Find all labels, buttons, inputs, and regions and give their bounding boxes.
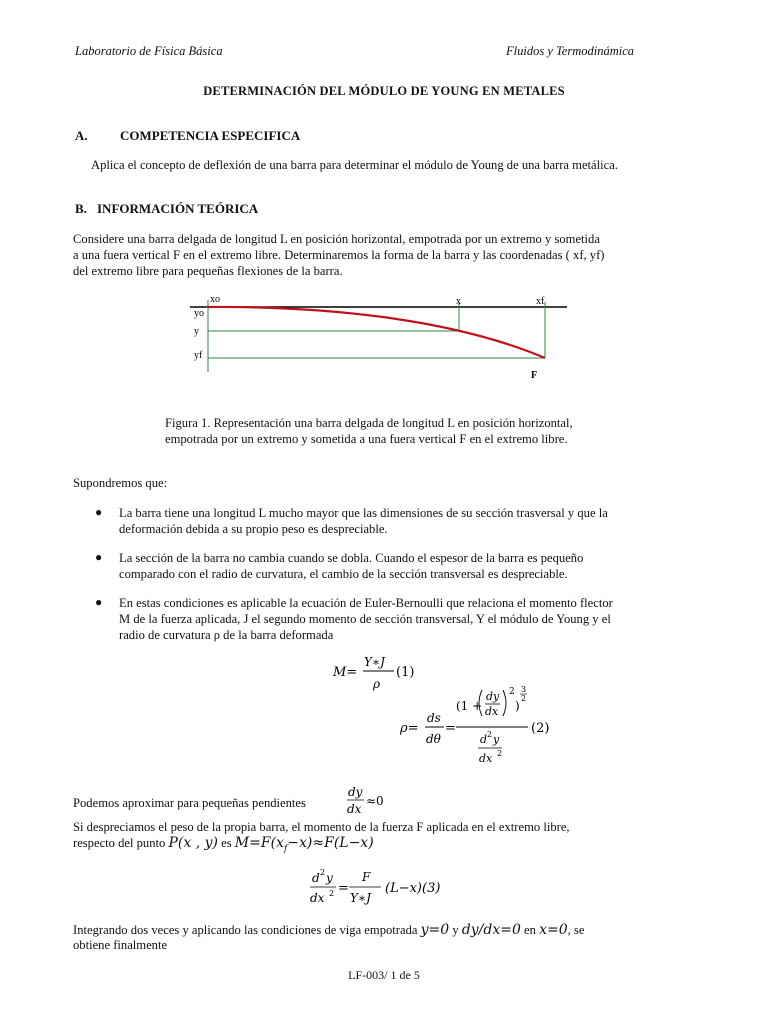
svg-text:2: 2 xyxy=(497,749,503,758)
assumptions-intro: Supondremos que: xyxy=(73,476,168,490)
section-b-intro xyxy=(73,231,693,279)
svg-text:2: 2 xyxy=(487,730,493,739)
list-item: ● La sección de la barra no cambia cuando se dobla. Cuando el espesor de la barra es pequeño comparado con el radio de curvatura, el cambio de la sección transversal es despreciable. xyxy=(95,550,584,581)
intro-line-1: Considere una barra delgada de longitud L en posición horizontal, empotrada por un extremo y sometida xyxy=(73,232,600,246)
svg-text:=: = xyxy=(338,881,349,896)
document-title: DETERMINACIÓN DEL MÓDULO DE YOUNG EN METALES xyxy=(203,84,565,98)
svg-text:3: 3 xyxy=(521,686,527,694)
header-lab-name: Laboratorio de Física Básica xyxy=(75,44,223,58)
equation-3 xyxy=(308,866,458,910)
header-subject: Fluidos y Termodinámica xyxy=(506,44,635,58)
svg-text:d: d xyxy=(312,871,320,885)
svg-text:≈0: ≈0 xyxy=(366,794,384,808)
deflected-beam xyxy=(208,307,545,358)
section-b-heading: INFORMACIÓN TEÓRICA xyxy=(97,201,259,216)
svg-text:Y∗J: Y∗J xyxy=(350,891,371,905)
label-x: x xyxy=(456,296,461,307)
integration-line-1: Integrando dos veces y aplicando las condiciones de viga empotrada y=0 y dy/dx=0 en x=0, se xyxy=(73,922,585,938)
svg-text:y: y xyxy=(326,871,333,885)
svg-text:ρ: ρ xyxy=(373,677,381,691)
label-y0: yo xyxy=(194,308,204,319)
label-xf: xf xyxy=(536,296,545,307)
weight-line-2: respecto del punto P(x , y) es $M=F(x_f-x)\approx F(L-x)$ xyxy=(73,835,374,854)
list-item: ● La barra tiene una longitud L mucho mayor que las dimensiones de su sección trasversal y que la deformación debida a su propio peso es despreciable. xyxy=(95,505,608,536)
section-b-letter: B. xyxy=(75,201,87,216)
svg-text:dθ: dθ xyxy=(426,732,441,746)
caption-line-2: empotrada por un extremo y sometida a una fuera vertical F en el extremo libre. xyxy=(165,432,568,446)
label-x0: xo xyxy=(210,294,220,305)
svg-text:Y∗J: Y∗J xyxy=(364,655,385,669)
svg-text:F: F xyxy=(362,870,371,884)
svg-text:ρ=: ρ= xyxy=(400,721,419,736)
small-slope-text: Podemos aproximar para pequeñas pendientes xyxy=(73,796,306,810)
beam-deflection-figure xyxy=(190,292,580,384)
label-yf: yf xyxy=(194,350,203,361)
bullet-icon: ● xyxy=(95,505,103,519)
svg-text:2: 2 xyxy=(320,868,326,877)
svg-text:): ) xyxy=(515,699,520,713)
svg-text:dx: dx xyxy=(347,802,362,816)
bullet-icon: ● xyxy=(95,550,103,564)
label-force: F xyxy=(531,370,538,381)
equation-2 xyxy=(398,686,558,770)
svg-text:dx: dx xyxy=(479,752,493,765)
svg-text:dx: dx xyxy=(310,891,325,905)
svg-text:ds: ds xyxy=(427,711,441,725)
svg-text:dx: dx xyxy=(485,705,499,718)
small-slope-math xyxy=(345,782,395,818)
weight-line-1: Si despreciamos el peso de la propia barra, el momento de la fuerza F aplicada en el extremo libre, xyxy=(73,820,570,834)
figure-caption xyxy=(165,415,665,447)
svg-text:2: 2 xyxy=(329,889,335,898)
svg-text:M=: M= xyxy=(333,665,358,680)
list-item: ● En estas condiciones es aplicable la ecuación de Euler-Bernoulli que relaciona el momento flector M de la fuerza aplicada, J el segundo momento de sección transversal, Y el módulo de Young y el radio de curvatura ρ de la barra deformada xyxy=(95,595,613,642)
bullet-icon: ● xyxy=(95,595,103,609)
caption-line-1: Figura 1. Representación una barra delgada de longitud L en posición horizontal, xyxy=(165,416,573,430)
label-y: y xyxy=(194,326,199,337)
intro-line-2: a una fuera vertical F en el extremo libre. Determinaremos la forma de la barra y las coordenadas ( xf, yf) xyxy=(73,248,605,262)
svg-text:d: d xyxy=(480,733,488,746)
svg-text:(1): (1) xyxy=(396,665,415,680)
svg-text:2: 2 xyxy=(509,687,515,697)
svg-text:y: y xyxy=(493,733,500,746)
svg-text:dy: dy xyxy=(348,785,363,799)
page-footer: LF-003/ 1 de 5 xyxy=(348,968,420,982)
svg-text:(L−x)(3): (L−x)(3) xyxy=(385,881,441,896)
svg-text:(1 +: (1 + xyxy=(456,699,483,713)
section-a-text: Aplica el concepto de deflexión de una barra para determinar el módulo de Young de una barra metálica. xyxy=(91,158,618,172)
svg-text:(2): (2) xyxy=(531,721,550,736)
integration-line-2: obtiene finalmente xyxy=(73,938,168,952)
intro-line-3: del extremo libre para pequeñas flexiones de la barra. xyxy=(73,264,343,278)
assumptions-list xyxy=(95,505,689,645)
section-a-letter: A. xyxy=(75,128,88,143)
svg-text:dy: dy xyxy=(486,690,500,703)
svg-text:=: = xyxy=(445,721,456,736)
svg-text:2: 2 xyxy=(521,694,527,703)
section-a-heading: COMPETENCIA ESPECIFICA xyxy=(120,128,301,143)
